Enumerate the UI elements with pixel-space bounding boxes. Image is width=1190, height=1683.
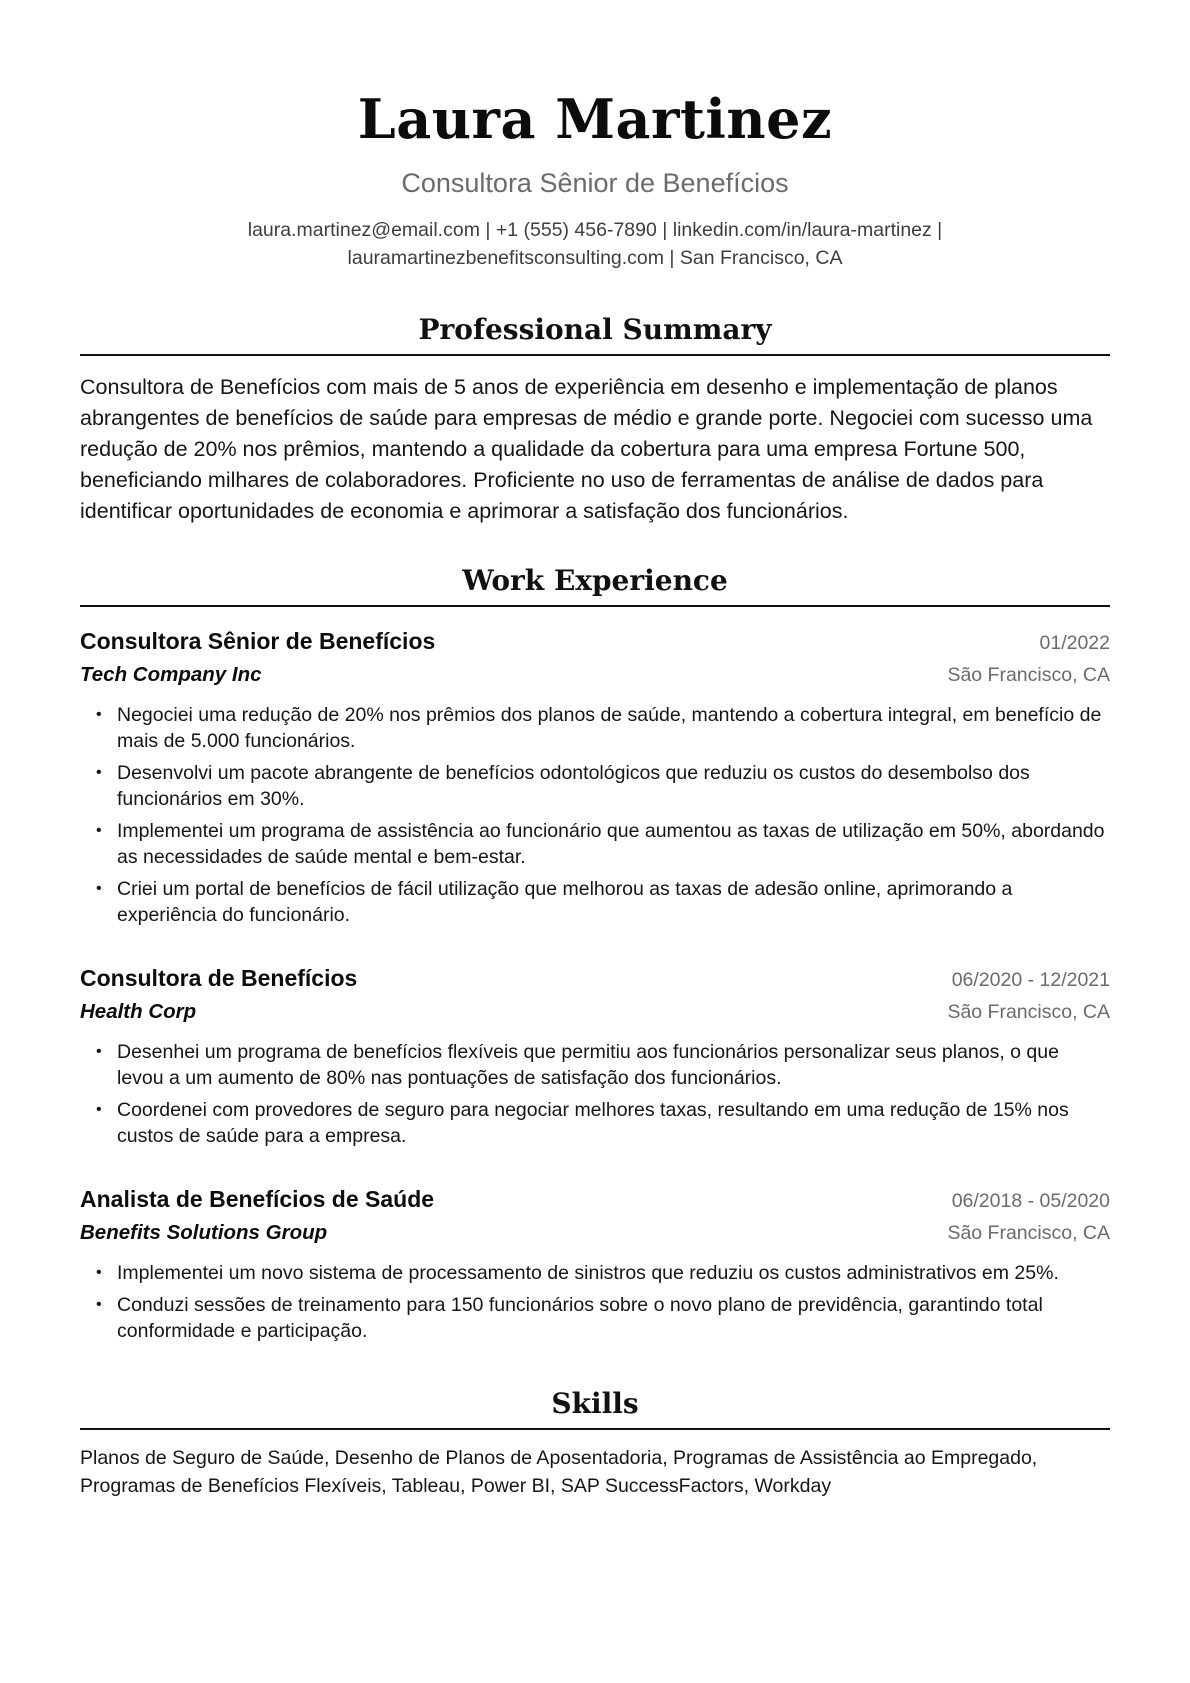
- bullet-dot-icon: •: [96, 880, 102, 897]
- job-location: São Francisco, CA: [947, 1001, 1110, 1023]
- summary-heading: Professional Summary: [80, 312, 1110, 356]
- job-bullet: [96, 1097, 1110, 1149]
- bullet-dot-icon: •: [96, 1101, 102, 1118]
- job-company: Tech Company Inc: [80, 663, 262, 686]
- job-bullet-list: [80, 1039, 1110, 1149]
- job-bullet: [96, 818, 1110, 870]
- bullet-text: Implementei um novo sistema de processamento de sinistros que reduziu os custos administrativos em 25%.: [117, 1262, 1059, 1284]
- job-company-row: [80, 995, 1110, 1029]
- job-title-row: [80, 625, 1110, 658]
- contact-info: [80, 216, 1110, 272]
- candidate-name: Laura Martinez: [357, 87, 833, 151]
- job-bullet: [96, 702, 1110, 754]
- resume-header: [80, 86, 1110, 272]
- job-dates: 01/2022: [1039, 632, 1110, 654]
- experience-heading: Work Experience: [80, 563, 1110, 607]
- job-bullet: [96, 1260, 1110, 1286]
- job-list: [80, 625, 1110, 1344]
- bullet-dot-icon: •: [96, 764, 102, 781]
- summary-section: [80, 312, 1110, 527]
- bullet-text: Implementei um programa de assistência ao funcionário que aumentou as taxas de utilização em 50%, abordando as necessidades de saúde mental e bem-estar.: [117, 820, 1105, 868]
- bullet-text: Criei um portal de benefícios de fácil utilização que melhorou as taxas de adesão online, aprimorando a experiência do funcionário.: [117, 878, 1013, 926]
- contact-line-1: laura.martinez@email.com | +1 (555) 456-7890 | linkedin.com/in/laura-martinez |: [247, 219, 943, 241]
- bullet-dot-icon: •: [96, 822, 102, 839]
- job-title: Consultora Sênior de Benefícios: [80, 628, 436, 654]
- job-entry: [80, 962, 1110, 1149]
- bullet-dot-icon: •: [96, 1043, 102, 1060]
- experience-section: [80, 563, 1110, 1344]
- contact-line-2: lauramartinezbenefitsconsulting.com | San Francisco, CA: [347, 247, 843, 269]
- job-title-row: [80, 962, 1110, 995]
- bullet-dot-icon: •: [96, 1296, 102, 1313]
- job-location: São Francisco, CA: [947, 664, 1110, 686]
- job-company: Benefits Solutions Group: [80, 1221, 328, 1244]
- bullet-text: Coordenei com provedores de seguro para negociar melhores taxas, resultando em uma redução de 15% nos custos de saúde para a empresa.: [117, 1099, 1069, 1147]
- job-title: Consultora de Benefícios: [80, 965, 358, 991]
- job-company: Health Corp: [80, 1000, 197, 1023]
- job-entry: [80, 625, 1110, 928]
- job-location: São Francisco, CA: [947, 1222, 1110, 1244]
- skills-section: [80, 1386, 1110, 1500]
- bullet-dot-icon: •: [96, 1264, 102, 1281]
- bullet-dot-icon: •: [96, 706, 102, 723]
- job-company-row: [80, 658, 1110, 692]
- bullet-text: Desenhei um programa de benefícios flexíveis que permitiu aos funcionários personalizar seus planos, o que levou a um aumento de 80% nas pontuações de satisfação dos funcionários.: [117, 1041, 1059, 1089]
- job-bullet-list: [80, 1260, 1110, 1344]
- job-bullet: [96, 760, 1110, 812]
- job-bullet: [96, 1039, 1110, 1091]
- skills-heading: Skills: [80, 1386, 1110, 1430]
- job-title-row: [80, 1183, 1110, 1216]
- job-entry: [80, 1183, 1110, 1344]
- skills-text: Planos de Seguro de Saúde, Desenho de Planos de Aposentadoria, Programas de Assistência ao Empregado, Programas de Benefícios Flexíveis, Tableau, Power BI, SAP SuccessFactors, Workday: [80, 1447, 1038, 1497]
- job-bullet-list: [80, 702, 1110, 928]
- bullet-text: Conduzi sessões de treinamento para 150 funcionários sobre o novo plano de previdência, garantindo total conformidade e participação.: [117, 1294, 1043, 1342]
- job-dates: 06/2018 - 05/2020: [951, 1190, 1110, 1212]
- job-title: Analista de Benefícios de Saúde: [80, 1186, 435, 1212]
- bullet-text: Desenvolvi um pacote abrangente de benefícios odontológicos que reduziu os custos do desembolso dos funcionários em 30%.: [117, 762, 1030, 810]
- job-bullet: [96, 876, 1110, 928]
- summary-text: Consultora de Benefícios com mais de 5 anos de experiência em desenho e implementação de planos abrangentes de benefícios de saúde para empresas de médio e grande porte. Negociei com sucesso uma redução de 20% nos prêmios, mantendo a qualidade da cobertura para uma empresa Fortune 500, beneficiando milhares de colaboradores. Proficiente no uso de ferramentas de análise de dados para identificar oportunidades de economia e aprimorar a satisfação dos funcionários.: [80, 375, 1093, 523]
- bullet-text: Negociei uma redução de 20% nos prêmios dos planos de saúde, mantendo a cobertura integral, em benefício de mais de 5.000 funcionários.: [117, 704, 1102, 752]
- job-dates: 06/2020 - 12/2021: [951, 969, 1110, 991]
- job-bullet: [96, 1292, 1110, 1344]
- candidate-role: Consultora Sênior de Benefícios: [401, 168, 789, 198]
- job-company-row: [80, 1216, 1110, 1250]
